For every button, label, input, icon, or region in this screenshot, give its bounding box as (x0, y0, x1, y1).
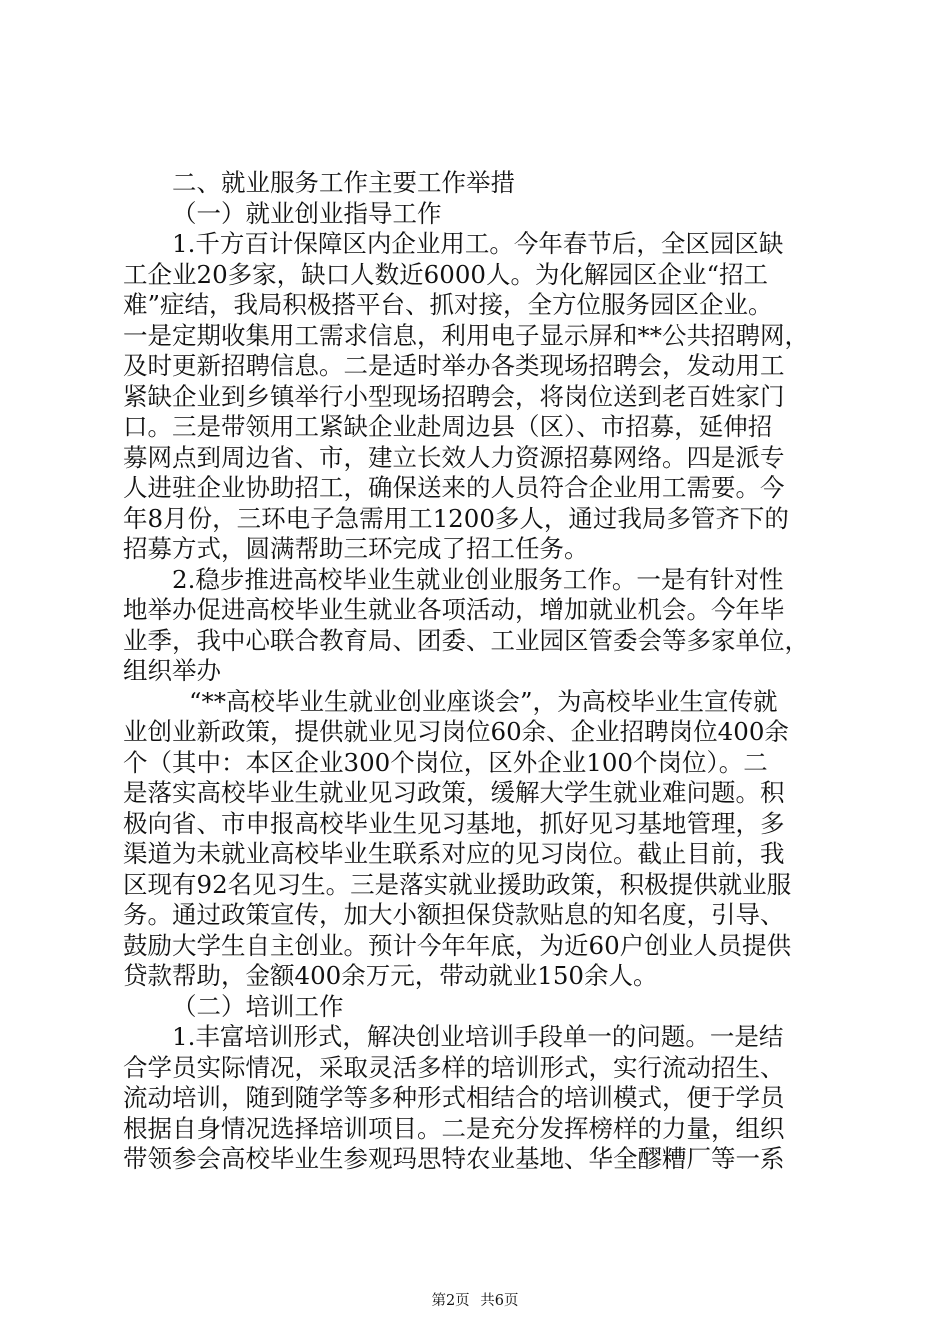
text-line: 个（其中：本区企业300个岗位，区外企业100个岗位）。二 (123, 747, 768, 777)
text-line: 务。通过政策宣传，加大小额担保贷款贴息的知名度，引导、 (123, 900, 785, 929)
text-line: 是落实高校毕业生就业见习政策，缓解大学生就业难问题。积 (123, 778, 785, 807)
text-line: 人进驻企业协助招工，确保送来的人员符合企业用工需要。今 (123, 473, 785, 502)
text-line: 地举办促进高校毕业生就业各项活动，增加就业机会。今年毕 (123, 595, 785, 624)
text-line: 年8月份，三环电子急需用工1200多人，通过我局多管齐下的 (123, 503, 789, 533)
text-line: 组织举办 (123, 656, 221, 685)
document-body (123, 168, 835, 1175)
text-line: 2.稳步推进高校毕业生就业创业服务工作。一是有针对性 (172, 564, 784, 594)
text-line: 1.千方百计保障区内企业用工。今年春节后，全区园区缺 (172, 229, 784, 258)
text-line: 募网点到周边省、市，建立长效人力资源招募网络。四是派专 (123, 442, 785, 472)
page-footer (0, 1292, 950, 1310)
text-line: （二）培训工作 (172, 991, 344, 1021)
text-line: 区现有92名见习生。三是落实就业援助政策，积极提供就业服 (123, 869, 792, 899)
text-line: “**高校毕业生就业创业座谈会”，为高校毕业生宣传就 (189, 686, 778, 716)
text-line: 流动培训，随到随学等多种形式相结合的培训模式，便于学员 (123, 1083, 785, 1112)
text-line: 一是定期收集用工需求信息，利用电子显示屏和**公共招聘网， (123, 320, 809, 350)
text-line: 难”症结，我局积极搭平台、抓对接，全方位服务园区企业。 (123, 290, 773, 319)
text-line: （一）就业创业指导工作 (172, 198, 442, 228)
text-line: 根据自身情况选择培训项目。二是充分发挥榜样的力量，组织 (123, 1113, 785, 1143)
text-line: 及时更新招聘信息。二是适时举办各类现场招聘会，发动用工 (123, 351, 785, 380)
text-line: 带领参会高校毕业生参观玛思特农业基地、华全醪糟厂等一系 (123, 1144, 785, 1173)
text-line: 鼓励大学生自主创业。预计今年年底，为近60户创业人员提供 (123, 930, 792, 960)
text-line: 贷款帮助，金额400余万元，带动就业150余人。 (123, 961, 658, 990)
text-line: 二、就业服务工作主要工作举措 (172, 168, 515, 197)
text-line: 口。三是带领用工紧缺企业赴周边县（区）、市招募，延伸招 (123, 412, 773, 441)
text-line: 招募方式，圆满帮助三环完成了招工任务。 (123, 534, 589, 563)
text-line: 极向省、市申报高校毕业生见习基地，抓好见习基地管理，多 (123, 808, 785, 838)
page-total: 共6页 (480, 1293, 519, 1309)
text-line: 业季，我中心联合教育局、团委、工业园区管委会等多家单位， (123, 625, 809, 655)
text-line: 1.丰富培训形式，解决创业培训手段单一的问题。一是结 (172, 1022, 784, 1051)
text-line: 紧缺企业到乡镇举行小型现场招聘会，将岗位送到老百姓家门 (123, 381, 785, 411)
text-line: 合学员实际情况，采取灵活多样的培训形式，实行流动招生、 (123, 1052, 785, 1082)
text-line: 渠道为未就业高校毕业生联系对应的见习岗位。截止目前，我 (123, 839, 785, 868)
text-line: 工企业20多家，缺口人数近6000人。为化解园区企业“招工 (123, 259, 769, 289)
text-line: 业创业新政策，提供就业见习岗位60余、企业招聘岗位400余 (123, 717, 789, 746)
page-number: 第2页 (431, 1293, 470, 1309)
